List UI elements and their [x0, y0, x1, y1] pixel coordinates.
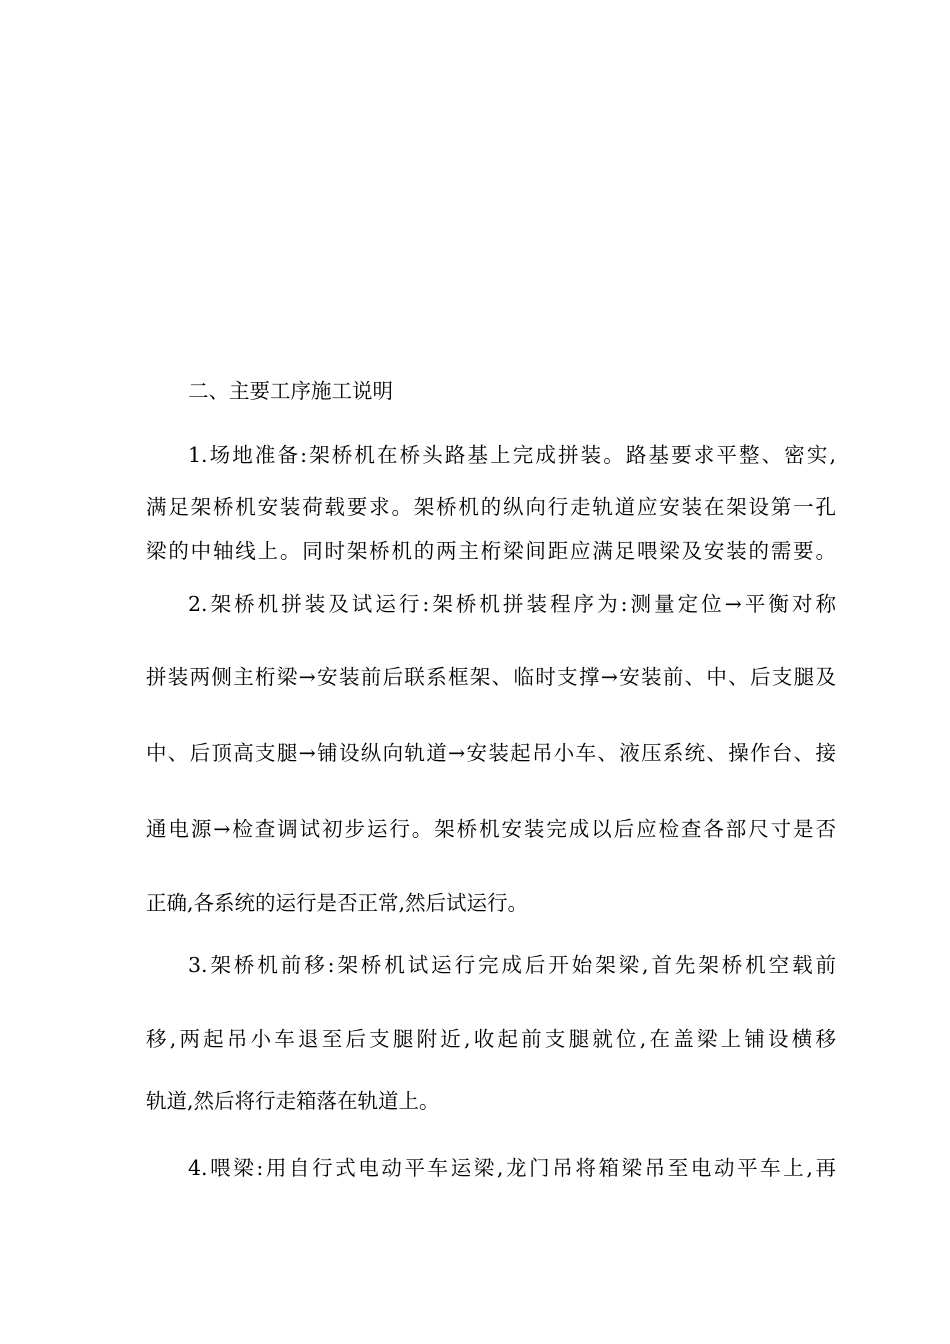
paragraph-2-line-3: 中、后顶高支腿→铺设纵向轨道→安装起吊小车、液压系统、操作台、接 — [146, 741, 836, 765]
paragraph-3-line-3: 轨道,然后将行走箱落在轨道上。 — [146, 1089, 440, 1113]
paragraph-1-line-1: 1.场地准备:架桥机在桥头路基上完成拼装。路基要求平整、密实, — [188, 443, 836, 467]
paragraph-3-line-1: 3.架桥机前移:架桥机试运行完成后开始架梁,首先架桥机空载前 — [188, 953, 836, 977]
paragraph-2-line-2: 拼装两侧主桁梁→安装前后联系框架、临时支撑→安装前、中、后支腿及 — [146, 665, 836, 689]
paragraph-2-line-4: 通电源→检查调试初步运行。架桥机安装完成以后应检查各部尺寸是否 — [146, 817, 836, 841]
paragraph-4-line-1: 4.喂梁:用自行式电动平车运梁,龙门吊将箱梁吊至电动平车上,再 — [188, 1156, 836, 1180]
paragraph-1-line-2: 满足架桥机安装荷载要求。架桥机的纵向行走轨道应安装在架设第一孔 — [146, 495, 836, 519]
paragraph-2-line-5: 正确,各系统的运行是否正常,然后试运行。 — [146, 891, 529, 915]
paragraph-1-line-3: 梁的中轴线上。同时架桥机的两主桁梁间距应满足喂梁及安装的需要。 — [146, 539, 836, 563]
paragraph-3-line-2: 移,两起吊小车退至后支腿附近,收起前支腿就位,在盖梁上铺设横移 — [146, 1027, 836, 1051]
section-heading: 二、主要工序施工说明 — [188, 379, 393, 403]
paragraph-2-line-1: 2.架桥机拼装及试运行:架桥机拼装程序为:测量定位→平衡对称 — [188, 592, 836, 616]
